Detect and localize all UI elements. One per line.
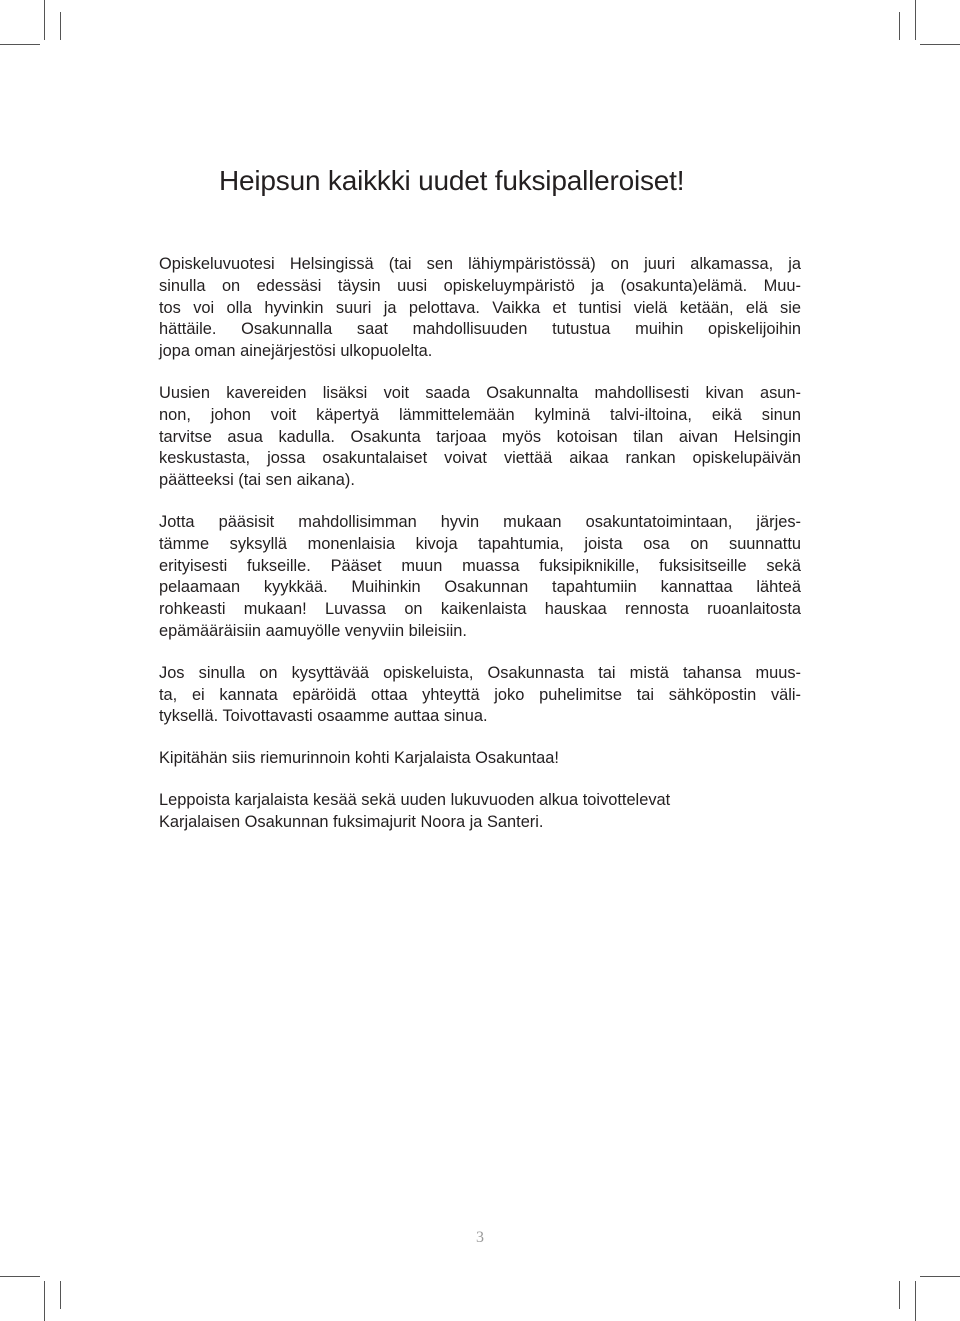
text-line: Uusien kavereiden lisäksi voit saada Osakunnalta mahdollisesti kivan asun- xyxy=(159,383,801,402)
text-line: päätteeksi (tai sen aikana). xyxy=(159,471,355,490)
crop-mark-bottom-left-vertical-inner xyxy=(60,1281,61,1309)
crop-mark-top-right-vertical-outer xyxy=(915,0,916,40)
crop-mark-top-right-vertical-inner xyxy=(899,12,900,40)
page-number: 3 xyxy=(476,1229,484,1246)
text-line: erityisesti fukseille. Pääset muun muassa fuksipiknikille, fuksisitseille sekä xyxy=(159,556,801,575)
text-line: pelaamaan kyykkää. Muihinkin Osakunnan tapahtumiin kannattaa lähteä xyxy=(159,578,801,597)
text-line: Karjalaisen Osakunnan fuksimajurit Noora ja Santeri. xyxy=(159,812,544,831)
text-line: Leppoista karjalaista kesää sekä uuden lukuvuoden alkua toivottelevat xyxy=(159,790,671,809)
text-line: sinulla on edessäsi täysin uusi opiskeluympäristö ja (osakunta)elämä. Muu- xyxy=(159,276,801,295)
text-line: Jotta pääsisit mahdollisimman hyvin mukaan osakuntatoimintaan, järjes- xyxy=(159,512,801,531)
body-text xyxy=(159,254,801,854)
crop-mark-bottom-right-vertical-outer xyxy=(915,1281,916,1321)
text-line: rohkeasti mukaan! Luvassa on kaikenlaista hauskaa rennosta ruoanlaitosta xyxy=(159,600,801,619)
text-line: tämme syksyllä monenlaisia kivoja tapahtumia, joista osa on suunnattu xyxy=(159,534,801,553)
crop-mark-top-left-vertical-inner xyxy=(60,12,61,40)
text-line: ta, ei kannata epäröidä ottaa yhteyttä joko puhelimitse tai sähköpostin väli- xyxy=(159,685,801,704)
text-line: Jos sinulla on kysyttävää opiskeluista, Osakunnasta tai mistä tahansa muus- xyxy=(159,663,801,682)
paragraph-call-to-action xyxy=(159,748,801,770)
crop-mark-bottom-left-vertical-outer xyxy=(44,1281,45,1321)
text-line: tarvitse asua kadulla. Osakunta tarjoaa myös kotoisan tilan aivan Helsingin xyxy=(159,427,801,446)
text-line: Kipitähän siis riemurinnoin kohti Karjalaista Osakuntaa! xyxy=(159,749,559,768)
text-line: hättäile. Osakunnalla saat mahdollisuuden tutustua muihin opiskelijoihin xyxy=(159,320,801,339)
paragraph-housing xyxy=(159,383,801,492)
text-line: epämääräisiin aamuyölle venyviin bileisiin. xyxy=(159,621,467,640)
text-line: non, johon voit käpertyä lämmittelemään kylminä talvi-iltoina, eikä sinun xyxy=(159,405,801,424)
crop-mark-top-left-vertical-outer xyxy=(44,0,45,40)
crop-mark-top-left-horizontal xyxy=(0,44,40,45)
page-title: Heipsun kaikkki uudet fuksipalleroiset! xyxy=(219,165,685,196)
crop-mark-bottom-right-horizontal xyxy=(920,1276,960,1277)
paragraph-intro xyxy=(159,254,801,363)
text-line: tos voi olla hyvinkin suuri ja pelottava. Vaikka et tuntisi vielä ketään, elä sie xyxy=(159,298,801,317)
text-line: tyksellä. Toivottavasti osaamme auttaa sinua. xyxy=(159,707,488,726)
text-line: jopa oman ainejärjestösi ulkopuolelta. xyxy=(159,342,433,361)
paragraph-events xyxy=(159,512,801,643)
crop-mark-bottom-left-horizontal xyxy=(0,1276,40,1277)
crop-mark-top-right-horizontal xyxy=(920,44,960,45)
text-line: Opiskeluvuotesi Helsingissä (tai sen lähiympäristössä) on juuri alkamassa, ja xyxy=(159,255,801,273)
text-line: keskustasta, jossa osakuntalaiset voivat viettää aikaa rankan opiskelupäivän xyxy=(159,449,801,468)
paragraph-contact xyxy=(159,663,801,728)
crop-mark-bottom-right-vertical-inner xyxy=(899,1281,900,1309)
paragraph-signature xyxy=(159,790,801,834)
